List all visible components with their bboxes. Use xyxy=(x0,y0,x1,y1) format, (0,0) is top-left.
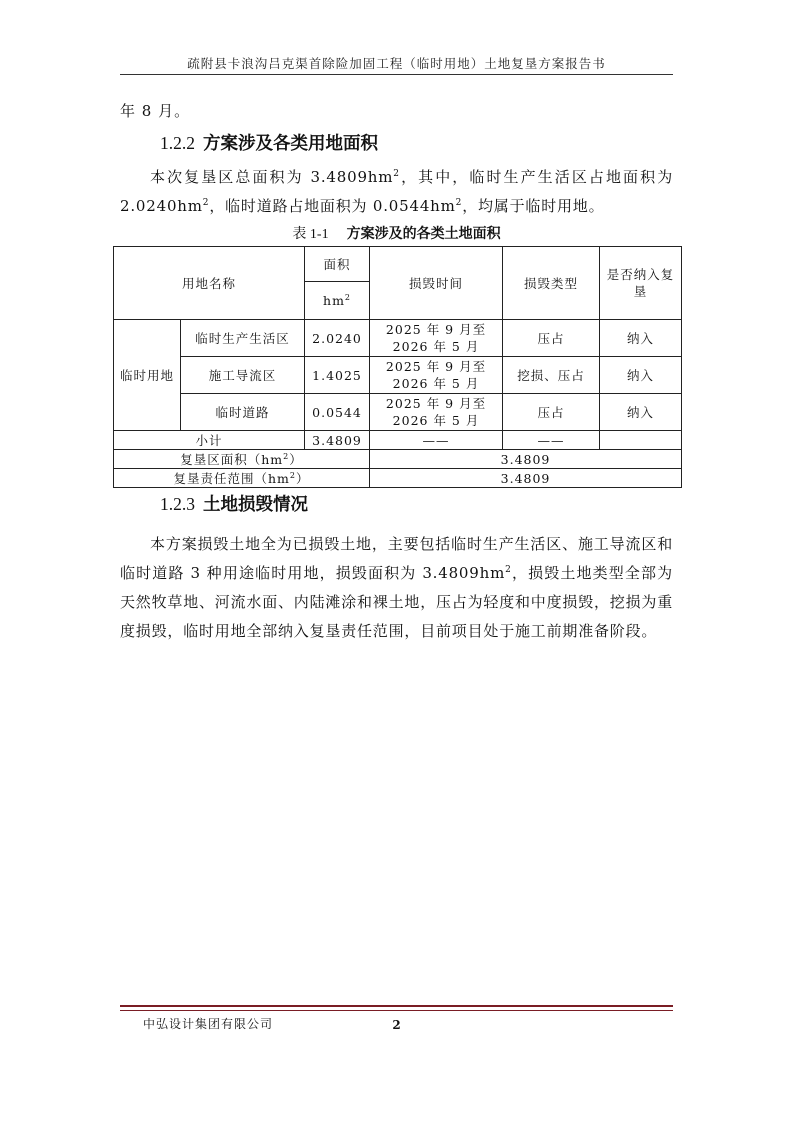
subtotal-area: 3.4809 xyxy=(305,431,370,450)
paragraph-area-summary xyxy=(120,163,673,221)
section-title: 方案涉及各类用地面积 xyxy=(203,134,378,154)
table-number: 表 1-1 xyxy=(292,227,329,242)
header-area-unit xyxy=(305,282,370,320)
row-include: 纳入 xyxy=(600,394,682,431)
row-name: 临时道路 xyxy=(181,394,305,431)
superscript: 2 xyxy=(289,470,296,480)
subtotal-type: —— xyxy=(503,431,600,450)
section-heading-1-2-2 xyxy=(160,130,378,155)
table-header-row xyxy=(114,247,682,282)
superscript: 2 xyxy=(393,169,400,179)
row-type: 压占 xyxy=(503,394,600,431)
header-damage-time: 损毁时间 xyxy=(370,247,503,320)
superscript: 2 xyxy=(283,451,290,461)
subtotal-include xyxy=(600,431,682,450)
row-name: 临时生产生活区 xyxy=(181,320,305,357)
subtotal-label: 小计 xyxy=(114,431,305,450)
paragraph-text: ，其中，临时生产生活区占地面积为 2.0240hm xyxy=(120,168,673,215)
header-damage-type: 损毁类型 xyxy=(503,247,600,320)
row-time: 2025 年 9 月至 2026 年 5 月 xyxy=(370,320,503,357)
row-time: 2025 年 9 月至 2026 年 5 月 xyxy=(370,394,503,431)
responsibility-label xyxy=(114,469,370,488)
superscript: 2 xyxy=(455,198,463,208)
paragraph-text: 本次复垦区总面积为 3.4809hm xyxy=(150,168,394,186)
section-title: 土地损毁情况 xyxy=(203,495,308,515)
label-text: ） xyxy=(296,470,310,486)
table-caption xyxy=(120,223,673,243)
row-include: 纳入 xyxy=(600,357,682,394)
subtotal-row xyxy=(114,431,682,450)
footer-rule xyxy=(120,1005,673,1007)
row-time: 2025 年 9 月至 2026 年 5 月 xyxy=(370,357,503,394)
intro-line: 年 8 月。 xyxy=(120,102,191,120)
page-number: 2 xyxy=(392,1018,401,1032)
row-include: 纳入 xyxy=(600,320,682,357)
row-area: 0.0544 xyxy=(305,394,370,431)
superscript: 2 xyxy=(202,198,210,208)
header-rule xyxy=(120,74,673,75)
label-text: 复垦区面积（hm xyxy=(180,451,284,467)
reclaim-area-value: 3.4809 xyxy=(370,450,682,469)
responsibility-value: 3.4809 xyxy=(370,469,682,488)
page-header: 疏附县卡浪沟吕克渠首除险加固工程（临时用地）土地复垦方案报告书 xyxy=(187,56,606,71)
land-area-table xyxy=(113,246,682,488)
group-label: 临时用地 xyxy=(114,320,181,431)
section-number: 1.2.3 xyxy=(160,494,195,514)
label-text: ） xyxy=(289,451,303,467)
responsibility-row xyxy=(114,469,682,488)
table-row xyxy=(114,357,682,394)
reclaim-area-row xyxy=(114,450,682,469)
paragraph-text: ，临时道路占地面积为 0.0544hm xyxy=(209,197,456,215)
unit-text: hm xyxy=(323,293,345,308)
header-include-reclaim: 是否纳入复垦 xyxy=(600,247,682,320)
table-row xyxy=(114,320,682,357)
table-row xyxy=(114,394,682,431)
paragraph-text: ，均属于临时用地。 xyxy=(462,197,605,215)
paragraph-text: ，损毁土地类型全部为天然牧草地、河流水面、内陆滩涂和裸土地，压占为轻度和中度损毁，挖损为重度损毁，临时用地全部纳入复垦责任范围，目前项目处于施工前期准备阶段。 xyxy=(120,564,674,640)
row-type: 压占 xyxy=(503,320,600,357)
superscript: 2 xyxy=(505,565,512,575)
paragraph-damage xyxy=(120,530,673,646)
section-heading-1-2-3 xyxy=(160,491,308,516)
row-type: 挖损、压占 xyxy=(503,357,600,394)
label-text: 复垦责任范围（hm xyxy=(173,470,290,486)
row-area: 2.0240 xyxy=(305,320,370,357)
reclaim-area-label xyxy=(114,450,370,469)
company-name: 中弘设计集团有限公司 xyxy=(143,1017,274,1031)
row-area: 1.4025 xyxy=(305,357,370,394)
paragraph-text: 本方案损毁土地全为已损毁土地，主要包括临时生产生活区、施工导流区和临时道路 3 种用途临时用地，损毁面积为 3.4809hm xyxy=(120,535,673,582)
superscript: 2 xyxy=(344,292,352,302)
section-number: 1.2.2 xyxy=(160,133,195,153)
row-name: 施工导流区 xyxy=(181,357,305,394)
footer-rule-thin xyxy=(120,1010,673,1011)
header-land-name: 用地名称 xyxy=(114,247,305,320)
table-title: 方案涉及的各类土地面积 xyxy=(346,226,501,242)
subtotal-time: —— xyxy=(370,431,503,450)
header-area: 面积 xyxy=(305,247,370,282)
